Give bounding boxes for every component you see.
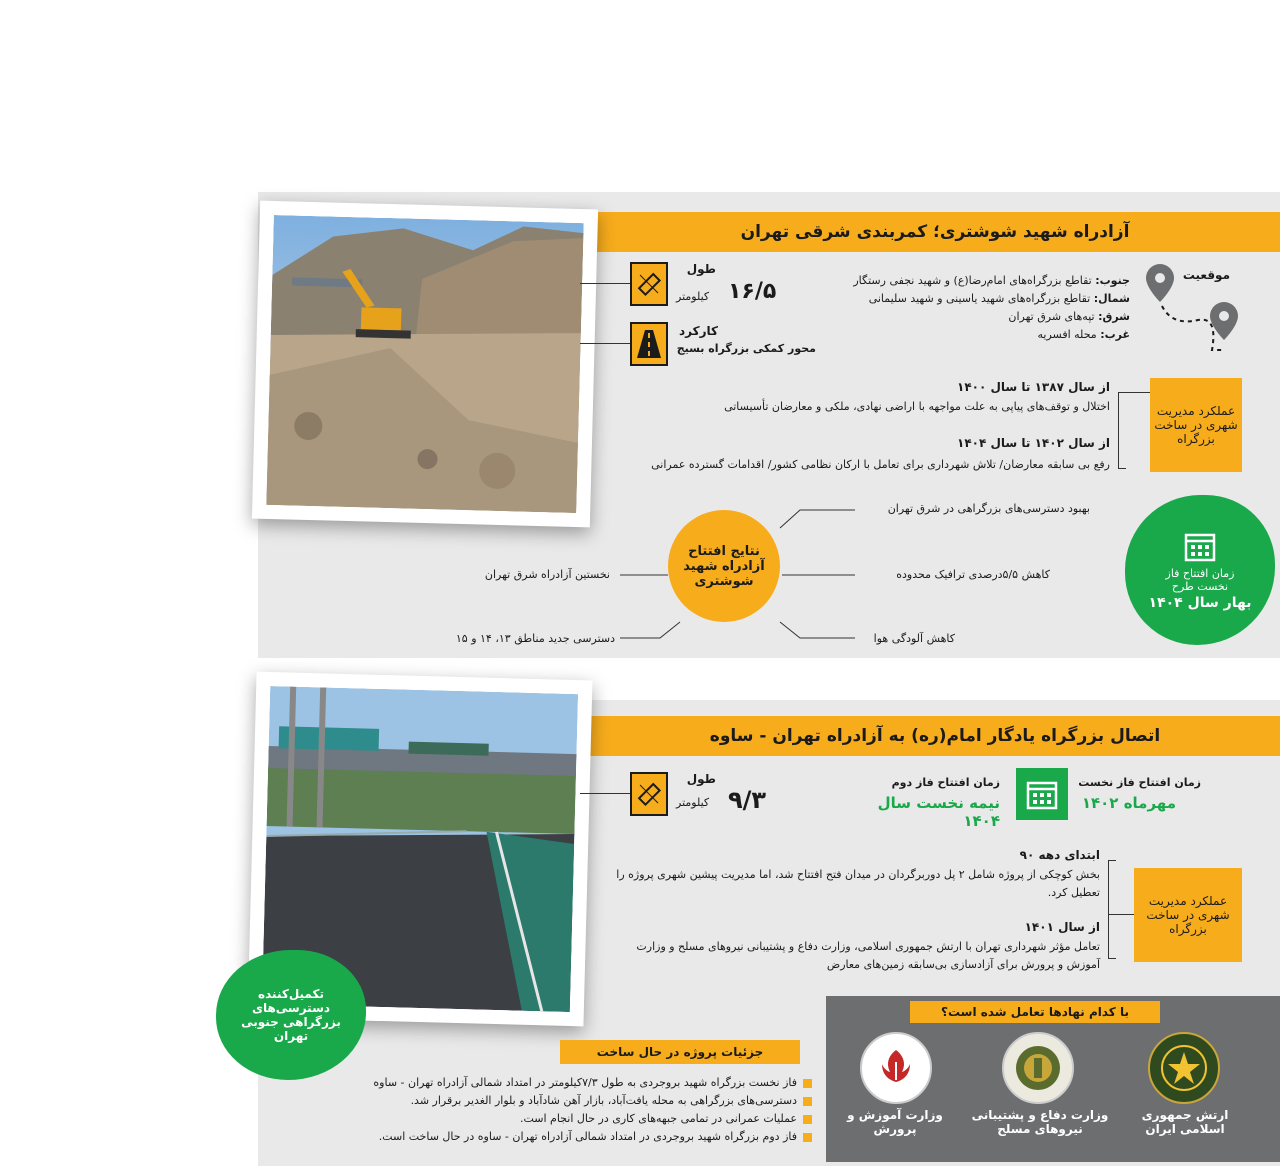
length2-connector (580, 793, 630, 794)
detail-item-2: دسترسی‌های بزرگراهی به محله یافت‌آباد، بازار آهن شادآباد و بلوار الغدیر برقرار شد. (360, 1092, 812, 1110)
period1-title: از سال ۱۳۸۷ تا سال ۱۴۰۰ (957, 380, 1110, 394)
calendar-icon (1183, 529, 1217, 563)
length-label: طول (686, 262, 716, 276)
performance-bracket-1 (1118, 392, 1119, 468)
section1-title: آزادراه شهید شوشتری؛ کمربندی شرقی تهران (590, 212, 1280, 252)
org-defense: وزارت دفاع و پشتیبانی نیروهای مسلح (971, 1108, 1109, 1136)
length2-unit: کیلومتر (676, 796, 710, 809)
performance-bracket-1-top (1118, 392, 1150, 393)
phase2-label: زمان افتتاح فاز دوم (891, 776, 1000, 789)
results-connectors (600, 500, 860, 650)
org-education: وزارت آموزش و پرورش (847, 1108, 943, 1136)
result-item-1: بهبود دسترسی‌های بزرگراهی در شرق تهران (887, 502, 1090, 515)
road-icon (630, 322, 668, 366)
length2-label: طول (686, 772, 716, 786)
performance-box-2: عملکرد مدیریت شهری در ساخت بزرگراه (1134, 868, 1242, 962)
length2-value: ۹/۳ (728, 786, 767, 814)
section2-title: اتصال بزرگراه یادگار امام(ره) به آزادراه تهران - ساوه (590, 716, 1280, 756)
performance-box-1: عملکرد مدیریت شهری در ساخت بزرگراه (1150, 378, 1242, 472)
location-lines (840, 272, 1130, 344)
result-item-2: کاهش ۵/۵درصدی ترافیک محدوده (896, 568, 1050, 581)
performance-bracket-2-top (1108, 860, 1116, 861)
opening-label: زمان افتتاح فاز نخست طرح (1165, 567, 1235, 593)
result-item-3: کاهش آلودگی هوا (873, 632, 955, 645)
org-army: ارتش جمهوری اسلامی ایران (1141, 1108, 1229, 1136)
period2-title: از سال ۱۴۰۲ تا سال ۱۴۰۴ (957, 436, 1110, 450)
length-unit: کیلومتر (676, 290, 710, 303)
performance-bracket-2 (1108, 860, 1109, 958)
excavation-image (266, 215, 583, 513)
function-value: محور کمکی بزرگراه بسیج (676, 342, 816, 355)
result-item-4: نخستین آزادراه شرق تهران (484, 568, 610, 581)
ruler-icon-2 (630, 772, 668, 816)
period2-1-title: ابتدای دهه ۹۰ (1019, 848, 1100, 862)
performance-bracket-2-bot (1108, 958, 1116, 959)
location-label: موقعیت (1182, 268, 1230, 282)
detail-item-4: فاز دوم بزرگراه شهید بروجردی در امتداد شمالی آزادراه تهران - ساوه در حال ساخت است. (360, 1128, 812, 1146)
detail-item-1: فاز نخست بزرگراه شهید بروجردی به طول ۷/۳کیلومتر در امتداد شمالی آزادراه تهران - ساوه (360, 1074, 812, 1092)
period2-2-title: از سال ۱۴۰۱ (1024, 920, 1100, 934)
map-pin-icon (1140, 262, 1250, 362)
education-ministry-emblem-icon (860, 1032, 932, 1104)
location-south: جنوب: تقاطع بزرگراه‌های امام‌رضا(ع) و شهید نجفی رستگار (853, 274, 1130, 287)
defense-ministry-emblem-icon (1002, 1032, 1074, 1104)
calendar-icon-2 (1016, 768, 1068, 820)
orgs-title: با کدام نهادها تعامل شده است؟ (910, 1001, 1160, 1023)
period2-text: رفع بی سابقه معارضان/ تلاش شهرداری برای تعامل با ارکان نظامی کشور/ اقدامات گسترده عمرانی (651, 458, 1110, 471)
length-connector (580, 283, 630, 284)
function-label: کارکرد (679, 324, 718, 338)
phase1-value: مهرماه ۱۴۰۲ (1081, 794, 1176, 812)
period1-text: اختلال و توقف‌های پیاپی به علت مواجهه با اراضی نهادی، ملکی و معارضان تأسیساتی (724, 400, 1110, 413)
details-title: جزئیات پروژه در حال ساخت (560, 1040, 800, 1064)
function-connector (580, 343, 630, 344)
location-north: شمال: تقاطع بزرگراه‌های شهید یاسینی و شهید سلیمانی (868, 292, 1130, 305)
army-emblem-icon (1148, 1032, 1220, 1104)
details-list (360, 1074, 812, 1146)
period2-2-text: تعامل مؤثر شهرداری تهران با ارتش جمهوری اسلامی، وزارت دفاع و پشتیبانی نیروهای مسلح و وزارت آموزش و پرورش برای آزادسازی بی‌سابقه زمین‌های معارض (636, 940, 1100, 971)
opening-value: بهار سال ۱۴۰۴ (1148, 595, 1252, 611)
location-east: شرق: تپه‌های شرق تهران (1008, 310, 1130, 323)
period2-1-text: بخش کوچکی از پروژه شامل ۲ پل دوربرگردان در میدان فتح افتتاح شد، اما مدیریت پیشین شهری پروژه را تعطیل کرد. (616, 868, 1100, 899)
ruler-icon (630, 262, 668, 306)
section1-photo (252, 201, 598, 528)
location-west: غرب: محله افسریه (1037, 328, 1130, 341)
performance-bracket-1-bot (1118, 468, 1126, 469)
length-value: ۱۶/۵ (728, 279, 777, 304)
phase2-value: نیمه نخست سال ۱۴۰۴ (877, 794, 1000, 830)
results-center: نتایج افتتاح آزادراه شهید شوشتری (668, 510, 780, 622)
result-item-5: دسترسی جدید مناطق ۱۳، ۱۴ و ۱۵ (455, 632, 615, 645)
southern-access-badge: تکمیل‌کننده دسترسی‌های بزرگراهی جنوبی تهران (216, 950, 366, 1080)
phase1-label: زمان افتتاح فاز نخست (1078, 776, 1201, 789)
detail-item-3: عملیات عمرانی در تمامی جبهه‌های کاری در حال انجام است. (360, 1110, 812, 1128)
performance-bracket-2-mid (1108, 914, 1134, 915)
